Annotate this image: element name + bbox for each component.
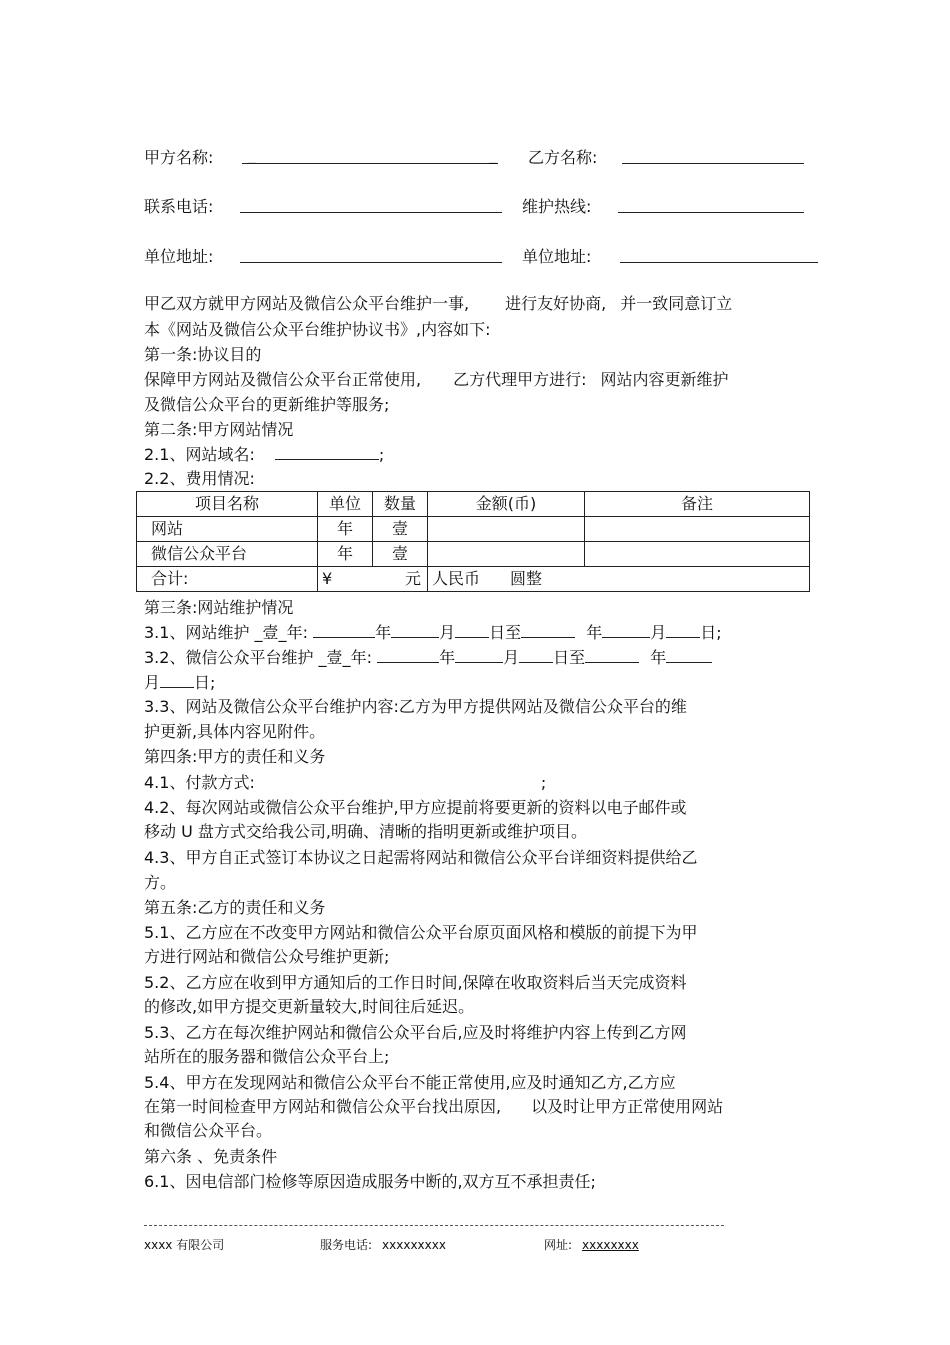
article-5-4-line-3: 和微信公众平台。 (144, 1121, 273, 1140)
row-amount[interactable] (428, 542, 585, 567)
header-item: 项目名称 (137, 492, 318, 517)
row-item: 微信公众平台 (137, 542, 318, 567)
header-qty: 数量 (373, 492, 428, 517)
article-4-3-line-1: 4.3、甲方自正式签订本协议之日起需将网站和微信公众平台详细资料提供给乙 (144, 848, 698, 867)
footer-company: xxxx 有限公司 (144, 1238, 225, 1252)
party-b-name-field[interactable] (622, 163, 804, 164)
header-note: 备注 (585, 492, 810, 517)
fee-table (136, 491, 810, 592)
total-currency: ¥ (322, 569, 333, 588)
article-3-3-line-2: 护更新,具体内容见附件。 (144, 722, 326, 741)
header-unit: 单位 (318, 492, 373, 517)
table-header-row (137, 492, 810, 517)
party-a-name-tail: _ (489, 145, 497, 164)
total-label: 合计: (137, 567, 318, 592)
article-6-title: 第六条 、免责条件 (144, 1147, 278, 1166)
footer-site: 网址: xxxxxxxx (544, 1238, 639, 1252)
article-5-title: 第五条:乙方的责任和义务 (144, 898, 326, 917)
address-a-field[interactable] (240, 262, 502, 263)
article-3-3-line-1: 3.3、网站及微信公众平台维护内容:乙方为甲方提供网站及微信公众平台的维 (144, 697, 687, 716)
header-amount: 金额(币) (428, 492, 585, 517)
row-qty: 壹 (373, 517, 428, 542)
intro-line-1: 甲乙双方就甲方网站及微信公众平台维护一事, 进行友好协商, 并一致同意订立 (144, 294, 733, 313)
article-5-4-line-2: 在第一时间检查甲方网站和微信公众平台找出原因, 以及时让甲方正常使用网站 (144, 1097, 724, 1116)
article-1-line-2: 及微信公众平台的更新维护等服务; (144, 395, 390, 414)
article-4-3-line-2: 方。 (144, 873, 177, 892)
phone-field[interactable] (240, 212, 502, 213)
article-3-2-cont: 月 日; (144, 673, 216, 692)
total-rmb-cell[interactable] (428, 567, 810, 592)
article-6-1: 6.1、因电信部门检修等原因造成服务中断的,双方互不承担责任; (144, 1172, 596, 1191)
table-row (137, 542, 810, 567)
article-1-line-1: 保障甲方网站及微信公众平台正常使用, 乙方代理甲方进行: 网站内容更新维护 (144, 370, 729, 389)
article-3-title: 第三条:网站维护情况 (144, 598, 294, 617)
article-5-4-line-1: 5.4、甲方在发现网站和微信公众平台不能正常使用,应及时通知乙方,乙方应 (144, 1073, 676, 1092)
article-5-1-line-1: 5.1、乙方应在不改变甲方网站和微信公众平台原页面风格和模版的前提下为甲 (144, 923, 698, 942)
article-5-3-line-2: 站所在的服务器和微信公众平台上; (144, 1047, 390, 1066)
article-3-1: 3.1、网站维护 _壹_年: 年 月 日至 年 月 日; (144, 623, 722, 642)
article-4-title: 第四条:甲方的责任和义务 (144, 747, 326, 766)
footer-phone: 服务电话: xxxxxxxxx (320, 1238, 446, 1252)
footer-divider (144, 1225, 724, 1226)
hotline-label: 维护热线: (522, 197, 592, 216)
article-5-2-line-2: 的修改,如甲方提交更新量较大,时间往后延迟。 (144, 997, 475, 1016)
row-unit: 年 (318, 517, 373, 542)
article-2-1: 2.1、网站域名: ; (144, 445, 385, 464)
address-b-field[interactable] (620, 262, 818, 263)
article-4-2-line-1: 4.2、每次网站或微信公众平台维护,甲方应提前将要更新的资料以电子邮件或 (144, 798, 687, 817)
row-note[interactable] (585, 517, 810, 542)
total-yuan-cell[interactable] (318, 567, 428, 592)
total-yuan: 元 (404, 569, 421, 588)
article-2-title: 第二条:甲方网站情况 (144, 420, 294, 439)
row-unit: 年 (318, 542, 373, 567)
article-3-2: 3.2、微信公众平台维护 _壹_年: 年 月 日至 年 (144, 646, 712, 670)
domain-field[interactable] (275, 443, 379, 460)
article-2-2: 2.2、费用情况: (144, 469, 255, 488)
party-a-name-label: 甲方名称: (144, 148, 214, 167)
total-rmb: 人民币 (432, 569, 481, 588)
intro-line-2: 本《网站及微信公众平台维护协议书》,内容如下: (144, 320, 491, 339)
article-4-1: 4.1、付款方式: ; (144, 773, 547, 792)
total-round: 圆整 (510, 569, 543, 588)
phone-label: 联系电话: (144, 197, 214, 216)
article-5-2-line-1: 5.2、乙方应在收到甲方通知后的工作日时间,保障在收取资料后当天完成资料 (144, 973, 687, 992)
party-b-name-label: 乙方名称: (528, 148, 598, 167)
row-note[interactable] (585, 542, 810, 567)
footer-site-link[interactable]: xxxxxxxx (582, 1238, 639, 1252)
article-4-2-line-2: 移动 U 盘方式交给我公司,明确、清晰的指明更新或维护项目。 (144, 822, 587, 841)
party-a-name-value: _ (248, 145, 256, 164)
row-item: 网站 (137, 517, 318, 542)
party-a-name-field[interactable] (242, 163, 498, 164)
hotline-field[interactable] (618, 212, 804, 213)
table-total-row (137, 567, 810, 592)
article-5-1-line-2: 方进行网站和微信公众号维护更新; (144, 947, 390, 966)
table-row (137, 517, 810, 542)
address-b-label: 单位地址: (522, 247, 592, 266)
row-qty: 壹 (373, 542, 428, 567)
article-1-title: 第一条:协议目的 (144, 345, 262, 364)
row-amount[interactable] (428, 517, 585, 542)
address-a-label: 单位地址: (144, 247, 214, 266)
article-5-3-line-1: 5.3、乙方在每次维护网站和微信公众平台后,应及时将维护内容上传到乙方网 (144, 1023, 687, 1042)
